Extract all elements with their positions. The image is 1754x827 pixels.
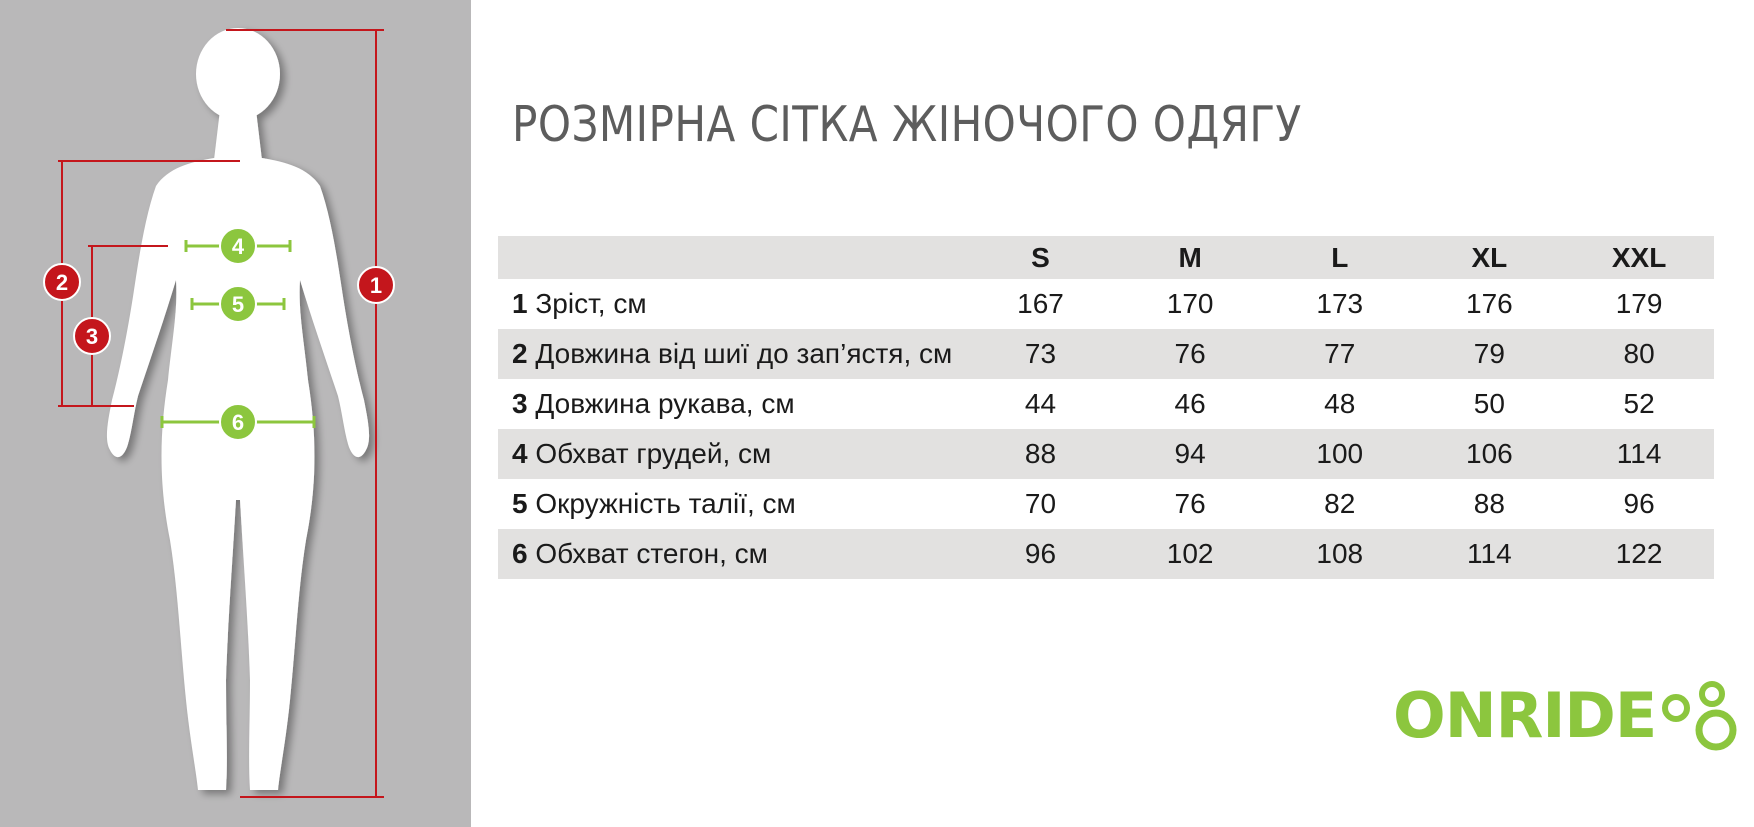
table-cell: 108 <box>1316 538 1364 569</box>
table-cell: 96 <box>1024 538 1057 569</box>
table-row <box>498 329 1714 379</box>
logo-text: ONRIDE <box>1393 679 1657 752</box>
header-empty-cell <box>498 236 966 279</box>
size-header-xl: XL <box>1471 241 1508 273</box>
table-cell: 46 <box>1174 388 1206 419</box>
row-number: 5 <box>512 488 528 519</box>
size-header-s: S <box>1031 241 1050 273</box>
size-table <box>498 236 1714 579</box>
svg-text:5: 5 <box>231 292 245 317</box>
table-cell: 44 <box>1024 388 1057 419</box>
row-number: 6 <box>512 538 528 569</box>
marker-6 <box>220 404 256 440</box>
table-cell: 100 <box>1316 438 1364 469</box>
svg-text:1: 1 <box>369 273 383 298</box>
row-label-text: Обхват грудей, см <box>535 438 772 469</box>
row-label <box>498 279 966 329</box>
marker-3 <box>74 318 110 354</box>
size-header-xxl: XXL <box>1611 241 1667 273</box>
row-number: 4 <box>512 438 528 469</box>
table-row <box>498 529 1714 579</box>
row-label-text: Обхват стегон, см <box>535 538 768 569</box>
row-number: 2 <box>512 338 528 369</box>
table-row <box>498 479 1714 529</box>
table-cell: 94 <box>1174 438 1206 469</box>
svg-text:2: 2 <box>55 270 69 295</box>
table-cell: 82 <box>1324 488 1356 519</box>
size-header-row <box>498 236 1714 279</box>
table-cell: 48 <box>1324 388 1356 419</box>
row-label <box>498 529 966 579</box>
row-label-text: Довжина рукава, см <box>535 388 795 419</box>
table-row <box>498 279 1714 329</box>
page-title: РОЗМІРНА СІТКА ЖІНОЧОГО ОДЯГУ <box>512 96 1302 153</box>
onride-circles-icon <box>1660 680 1742 752</box>
size-header-m: M <box>1178 241 1202 273</box>
row-label <box>498 429 966 479</box>
marker-4 <box>220 228 256 264</box>
row-label-text: Довжина від шиї до зап’ястя, см <box>535 338 953 369</box>
table-cell: 106 <box>1466 438 1513 469</box>
marker-5 <box>220 286 256 322</box>
size-header-l: L <box>1331 241 1349 273</box>
table-cell: 50 <box>1473 388 1505 419</box>
figure-panel <box>0 0 471 827</box>
table-cell: 122 <box>1615 538 1663 569</box>
svg-text:3: 3 <box>85 324 99 349</box>
table-cell: 77 <box>1324 338 1356 369</box>
row-number: 3 <box>512 388 528 419</box>
marker-1 <box>358 267 394 303</box>
table-cell: 76 <box>1174 338 1206 369</box>
table-cell: 73 <box>1024 338 1057 369</box>
row-label-text: Зріст, см <box>535 288 647 319</box>
table-row <box>498 379 1714 429</box>
table-cell: 176 <box>1466 288 1513 319</box>
row-label <box>498 479 966 529</box>
table-cell: 80 <box>1623 338 1655 369</box>
table-cell: 76 <box>1174 488 1206 519</box>
table-cell: 70 <box>1024 488 1057 519</box>
table-cell: 88 <box>1024 438 1057 469</box>
row-label <box>498 379 966 429</box>
table-row <box>498 429 1714 479</box>
table-cell: 114 <box>1467 538 1512 569</box>
table-cell: 167 <box>1017 288 1064 319</box>
table-cell: 88 <box>1473 488 1505 519</box>
row-label <box>498 329 966 379</box>
female-body-diagram <box>0 0 471 827</box>
table-cell: 52 <box>1623 388 1655 419</box>
svg-text:6: 6 <box>231 410 245 435</box>
table-cell: 102 <box>1166 538 1214 569</box>
table-cell: 79 <box>1473 338 1505 369</box>
svg-text:4: 4 <box>231 234 245 259</box>
table-cell: 173 <box>1316 288 1364 319</box>
table-cell: 114 <box>1616 438 1662 469</box>
marker-2 <box>44 264 80 300</box>
row-number: 1 <box>512 288 528 319</box>
table-cell: 170 <box>1166 288 1214 319</box>
table-cell: 179 <box>1615 288 1663 319</box>
table-cell: 96 <box>1623 488 1655 519</box>
row-label-text: Окружність талії, см <box>535 488 796 519</box>
onride-logo <box>1393 680 1742 752</box>
